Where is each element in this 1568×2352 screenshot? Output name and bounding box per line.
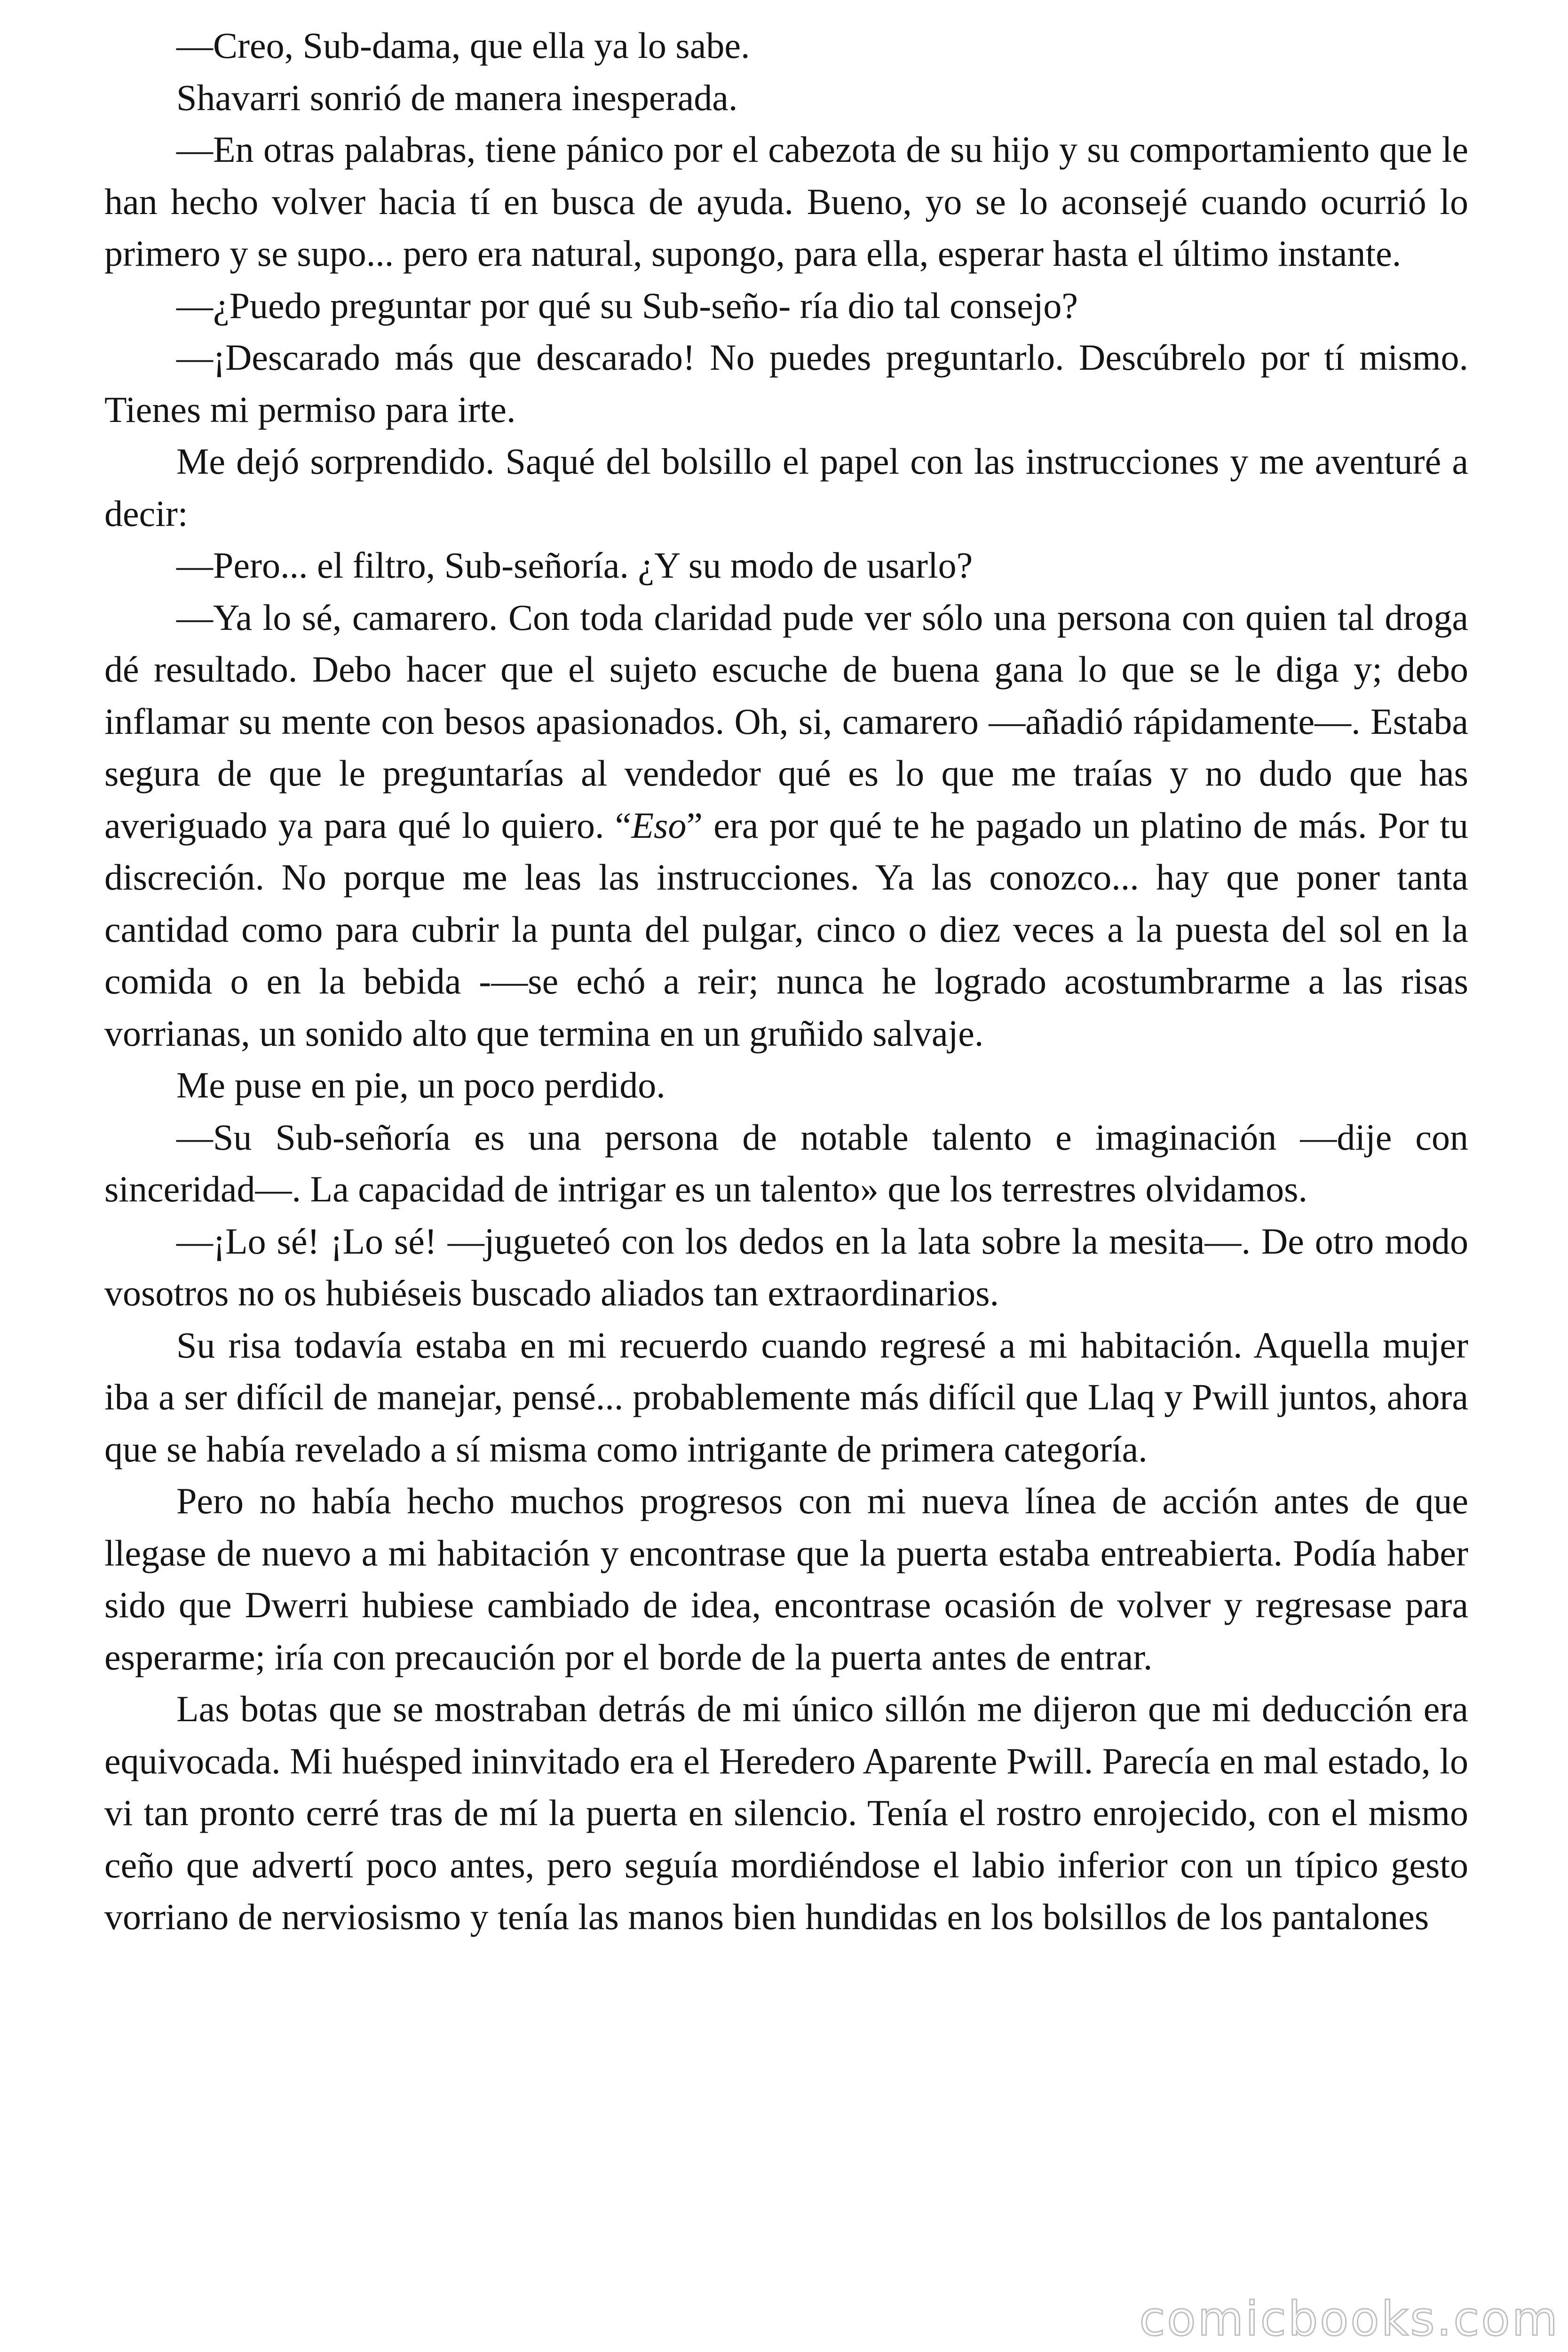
paragraph: Shavarri sonrió de manera inesperada.	[176, 77, 738, 118]
paragraph: —Creo, Sub-dama, que ella ya lo sabe.	[176, 25, 750, 66]
body-text	[104, 20, 1468, 1943]
paragraph	[104, 592, 1468, 1060]
paragraph: —Pero... el filtro, Sub-señoría. ¿Y su modo de usarlo?	[176, 545, 973, 586]
paragraph: Pero no había hecho muchos progresos con mi nueva línea de acción antes de que llegase de nuevo a mi habitación y encontrase que la puerta estaba entreabierta. Podía haber sido que Dwerri hubiese cambiado de idea, encontrase ocasión de volver y regresase para esperarme; iría con precaución por el borde de la puerta antes de entrar.	[104, 1480, 1468, 1677]
paragraph: —Su Sub-señoría es una persona de notable talento e imaginación —dije con sinceridad—. La capacidad de intrigar es un talento» que los terrestres olvidamos.	[104, 1116, 1468, 1209]
paragraph: Me dejó sorprendido. Saqué del bolsillo el papel con las instrucciones y me aventuré a decir:	[104, 441, 1468, 534]
paragraph: Me puse en pie, un poco perdido.	[176, 1065, 665, 1105]
paragraph: —¡Lo sé! ¡Lo sé! —jugueteó con los dedos en la lata sobre la mesita—. De otro modo vosotros no os hubiéseis buscado aliados tan extraordinarios.	[104, 1220, 1468, 1313]
italic-word: Eso	[631, 804, 687, 846]
watermark: comicbooks.com	[1139, 2291, 1560, 2346]
paragraph: —En otras palabras, tiene pánico por el cabezota de su hijo y su comportamiento que le han hecho volver hacia tí en busca de ayuda. Bueno, yo se lo aconsejé cuando ocurrió lo primero y se supo... pero era natural, supongo, para ella, esperar hasta el último instante.	[104, 129, 1468, 274]
paragraph: Su risa todavía estaba en mi recuerdo cuando regresé a mi habitación. Aquella mujer iba a ser difícil de manejar, pensé... probablemente más difícil que Llaq y Pwill juntos, ahora que se había revelado a sí misma como intrigante de primera categoría.	[104, 1324, 1468, 1470]
paragraph-text: —Ya lo sé, camarero. Con toda claridad pude ver sólo una persona con quien tal droga dé resultado. Debo hacer que el sujeto escuche de buena gana lo que se le diga y; debo inflamar su mente con besos apasionados. Oh, si, camarero —añadió rápidamente—. Estaba segura de que le preguntarías al vendedor qué es lo que me traías y no dudo que has averiguado ya para qué lo quiero. “	[104, 596, 1468, 846]
paragraph: —¿Puedo preguntar por qué su Sub-seño- ría dio tal consejo?	[176, 285, 1078, 326]
paragraph: —¡Descarado más que descarado! No puedes preguntarlo. Descúbrelo por tí mismo. Tienes mi permiso para irte.	[104, 337, 1468, 430]
paragraph-text: ” era por qué te he pagado un platino de más. Por tu discreción. No porque me leas las instrucciones. Ya las conozco... hay que poner tanta cantidad como para cubrir la punta del pulgar, cinco o diez veces a la puesta del sol en la comida o en la bebida -—se echó a reir; nunca he logrado acostumbrarme a las risas vorrianas, un sonido alto que termina en un gruñido salvaje.	[104, 804, 1468, 1054]
paragraph: Las botas que se mostraban detrás de mi único sillón me dijeron que mi deducción era equivocada. Mi huésped ininvitado era el Heredero Aparente Pwill. Parecía en mal estado, lo vi tan pronto cerré tras de mí la puerta en silencio. Tenía el rostro enrojecido, con el mismo ceño que advertí poco antes, pero seguía mordiéndose el labio inferior con un típico gesto vorriano de nerviosismo y tenía las manos bien hundidas en los bolsillos de los pantalones	[104, 1688, 1468, 1937]
